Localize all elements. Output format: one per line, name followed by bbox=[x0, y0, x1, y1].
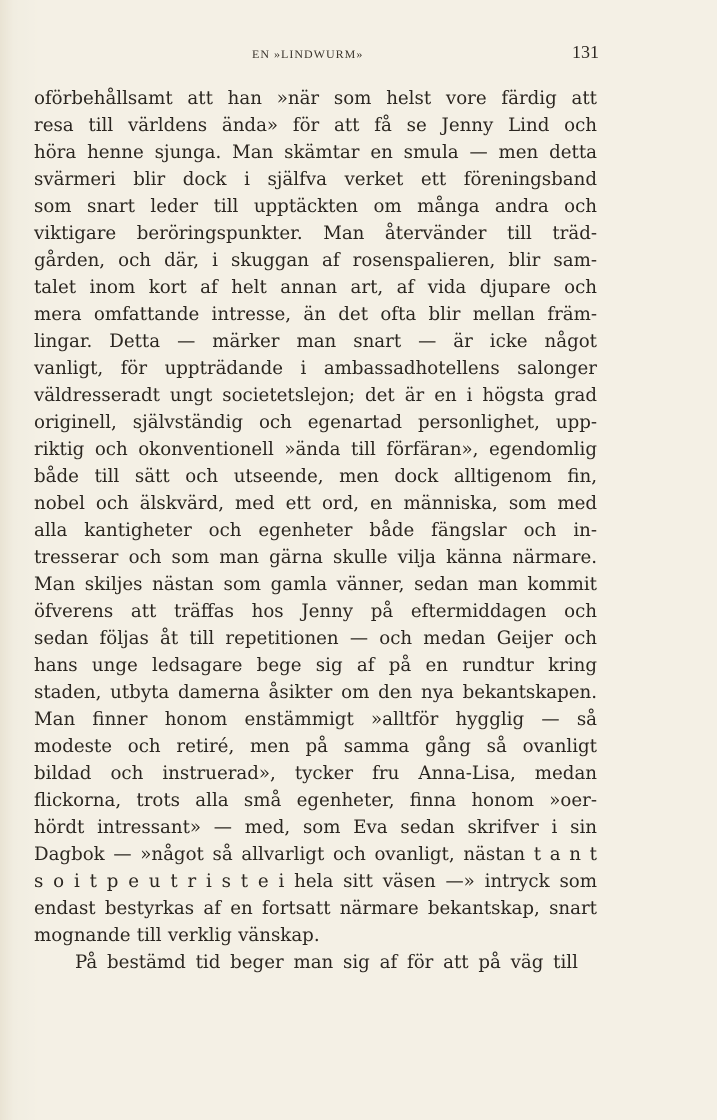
text-line: nobel och älskvärd, med ett ord, en människa, som med bbox=[34, 493, 597, 514]
text-line: väldresseradt ungt societetslejon; det är en i högsta grad bbox=[34, 385, 597, 406]
paragraph-start-line: På bestämd tid beger man sig af för att på väg till bbox=[75, 952, 578, 973]
text-line: vanligt, för uppträdande i ambassadhotellens salonger bbox=[34, 358, 597, 379]
text-line: gården, och där, i skuggan af rosenspalieren, blir sam- bbox=[34, 250, 597, 271]
text-line: talet inom kort af helt annan art, af vida djupare och bbox=[34, 277, 597, 298]
text-line: staden, utbyta damerna åsikter om den nya bekantskapen. bbox=[34, 682, 597, 703]
text-line: sedan följas åt till repetitionen — och medan Geijer och bbox=[34, 628, 597, 649]
text-line: tresserar och som man gärna skulle vilja känna närmare. bbox=[34, 547, 597, 568]
text-line: modeste och retiré, men på samma gång så ovanligt bbox=[34, 736, 597, 757]
text-line: flickorna, trots alla små egenheter, finna honom »oer- bbox=[34, 790, 597, 811]
text-line: höra henne sjunga. Man skämtar en smula — men detta bbox=[34, 142, 597, 163]
text-line: öfverens att träffas hos Jenny på eftermiddagen och bbox=[34, 601, 597, 622]
running-title: EN »LINDWURM» bbox=[252, 47, 364, 61]
text-line: Dagbok — »något så allvarligt och ovanligt, nästan t a n t bbox=[34, 844, 597, 865]
text-line: alla kantigheter och egenheter både fängslar och in- bbox=[34, 520, 597, 541]
text-line: resa till världens ända» för att få se Jenny Lind och bbox=[34, 115, 597, 136]
text-line: endast bestyrkas af en fortsatt närmare bekantskap, snart bbox=[34, 898, 597, 919]
text-line: hans unge ledsagare bege sig af på en rundtur kring bbox=[34, 655, 597, 676]
text-line: Man skiljes nästan som gamla vänner, sedan man kommit bbox=[34, 574, 597, 595]
paragraph-end-line: mognande till verklig vänskap. bbox=[34, 925, 320, 946]
text-line: originell, självständig och egenartad personlighet, upp- bbox=[34, 412, 597, 433]
text-line: s o i t p e u t r i s t e i hela sitt väsen —» intryck som bbox=[34, 871, 597, 892]
page-number: 131 bbox=[572, 42, 599, 62]
text-line: mera omfattande intresse, än det ofta blir mellan främ- bbox=[34, 304, 597, 325]
text-line: riktig och okonventionell »ända till förfäran», egendomlig bbox=[34, 439, 597, 460]
text-line: bildad och instruerad», tycker fru Anna-Lisa, medan bbox=[34, 763, 597, 784]
text-line: som snart leder till upptäckten om många andra och bbox=[34, 196, 597, 217]
body-text bbox=[34, 85, 597, 976]
text-line: Man finner honom enstämmigt »alltför hygglig — så bbox=[34, 709, 597, 730]
text-line: hördt intressant» — med, som Eva sedan skrifver i sin bbox=[34, 817, 597, 838]
text-line: lingar. Detta — märker man snart — är icke något bbox=[34, 331, 597, 352]
text-line: både till sätt och utseende, men dock alltigenom fin, bbox=[34, 466, 597, 487]
text-line: viktigare beröringspunkter. Man återvänder till träd- bbox=[34, 223, 597, 244]
page-header bbox=[0, 40, 717, 70]
text-line: svärmeri blir dock i själfva verket ett föreningsband bbox=[34, 169, 597, 190]
text-line: oförbehållsamt att han »när som helst vore färdig att bbox=[34, 88, 597, 109]
